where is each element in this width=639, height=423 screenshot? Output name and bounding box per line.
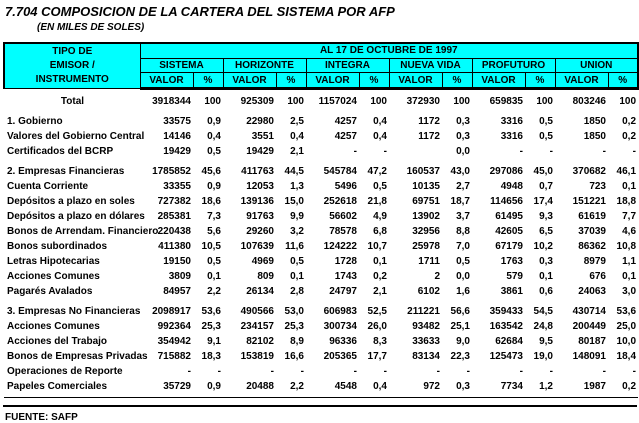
table-row bbox=[4, 144, 638, 159]
cell-pct: 19,0 bbox=[533, 351, 553, 362]
cell-pct: 0,9 bbox=[207, 116, 221, 127]
cell-pct: 26,0 bbox=[367, 321, 387, 332]
cell-valor: - bbox=[436, 366, 440, 377]
cell-pct: 1,2 bbox=[539, 381, 553, 392]
cell-valor: 809 bbox=[257, 271, 274, 282]
cell-pct: 53,6 bbox=[616, 306, 637, 317]
cell-valor: 4257 bbox=[334, 116, 357, 127]
cell-pct: 0,4 bbox=[373, 131, 387, 142]
cell-pct: 0,1 bbox=[622, 271, 637, 282]
table-body bbox=[4, 89, 638, 398]
table-row bbox=[4, 109, 638, 129]
corner-header bbox=[4, 43, 140, 89]
cell-pct: - bbox=[383, 366, 387, 377]
cell-valor: 4548 bbox=[334, 381, 357, 392]
corner-header-line: EMISOR / bbox=[49, 60, 95, 71]
row-label: 2. Empresas Financieras bbox=[7, 166, 125, 177]
cell-valor: 61495 bbox=[495, 211, 523, 222]
cell-pct: 18,6 bbox=[201, 196, 221, 207]
cell-valor: 359433 bbox=[489, 306, 523, 317]
cell-pct: 9,5 bbox=[539, 336, 553, 347]
cell-pct: 0,7 bbox=[539, 181, 553, 192]
cell-pct: 18,3 bbox=[201, 351, 221, 362]
cell-valor: 925309 bbox=[240, 96, 274, 107]
cell-valor: 82102 bbox=[246, 336, 274, 347]
cell-valor: 220438 bbox=[157, 226, 191, 237]
cell-valor: 96336 bbox=[329, 336, 357, 347]
cell-valor: 69751 bbox=[412, 196, 440, 207]
row-label: Depósitos a plazo en soles bbox=[7, 196, 135, 207]
cell-pct: 0,2 bbox=[622, 116, 637, 127]
group-header-integra: INTEGRA bbox=[306, 58, 389, 73]
source-note: FUENTE: SAFP bbox=[5, 412, 78, 423]
cell-pct: 11,6 bbox=[285, 241, 304, 252]
cell-pct: 0,3 bbox=[456, 131, 470, 142]
cell-pct: 9,0 bbox=[456, 336, 470, 347]
cell-pct: - bbox=[383, 146, 387, 157]
pct-subheader: % bbox=[193, 73, 223, 89]
group-header-profuturo: PROFUTURO bbox=[472, 58, 555, 73]
row-label: 3. Empresas No Financieras bbox=[7, 306, 141, 317]
cell-valor: 153819 bbox=[240, 351, 274, 362]
table-row bbox=[4, 254, 638, 269]
cell-valor: 14146 bbox=[163, 131, 191, 142]
cell-pct: - bbox=[549, 366, 553, 377]
cell-pct: 7,3 bbox=[207, 211, 221, 222]
row-label: Pagarés Avalados bbox=[7, 286, 93, 297]
cell-valor: 37039 bbox=[578, 226, 606, 237]
cell-pct: 9,9 bbox=[290, 211, 304, 222]
cell-pct: 0,3 bbox=[456, 381, 470, 392]
cell-valor: 67179 bbox=[495, 241, 523, 252]
cell-pct: 2,2 bbox=[290, 381, 304, 392]
cell-pct: 0,4 bbox=[373, 116, 387, 127]
table-row bbox=[4, 194, 638, 209]
cell-pct: 3,7 bbox=[456, 211, 470, 222]
cell-valor: 300734 bbox=[323, 321, 357, 332]
table-row bbox=[4, 299, 638, 319]
cell-valor: 114656 bbox=[490, 196, 523, 207]
cell-pct: 17,4 bbox=[533, 196, 553, 207]
cell-valor: 24797 bbox=[329, 286, 357, 297]
row-label: Bonos subordinados bbox=[7, 241, 107, 252]
cell-valor: 32956 bbox=[412, 226, 440, 237]
cell-pct: 10,8 bbox=[616, 241, 637, 252]
row-label: Cuenta Corriente bbox=[7, 181, 89, 192]
cell-pct: 3,0 bbox=[622, 286, 637, 297]
cell-valor: 205365 bbox=[323, 351, 357, 362]
cell-valor: 33575 bbox=[163, 116, 191, 127]
cell-valor: 545784 bbox=[323, 166, 357, 177]
cell-valor: 1987 bbox=[583, 381, 606, 392]
cell-pct: 0,4 bbox=[290, 131, 304, 142]
cell-valor: 19150 bbox=[163, 256, 191, 267]
cell-pct: 25,3 bbox=[201, 321, 221, 332]
cell-pct: 56,6 bbox=[450, 306, 470, 317]
cell-valor: 24063 bbox=[578, 286, 606, 297]
cell-valor: 200449 bbox=[572, 321, 606, 332]
table-row bbox=[4, 179, 638, 194]
cell-pct: 17,7 bbox=[367, 351, 387, 362]
cell-valor: - bbox=[519, 146, 523, 157]
cell-pct: 0,2 bbox=[622, 131, 637, 142]
cell-pct: 0,3 bbox=[539, 256, 553, 267]
cell-valor: 490566 bbox=[240, 306, 274, 317]
cell-valor: 91763 bbox=[246, 211, 274, 222]
cell-valor: 285381 bbox=[157, 211, 191, 222]
cell-valor: 715882 bbox=[157, 351, 191, 362]
cell-valor: 411380 bbox=[158, 241, 191, 252]
cell-valor: 1743 bbox=[334, 271, 357, 282]
cell-pct: 47,2 bbox=[367, 166, 387, 177]
row-label: Acciones del Trabajo bbox=[7, 336, 108, 347]
pct-subheader: % bbox=[608, 73, 638, 89]
cell-valor: 56602 bbox=[329, 211, 357, 222]
cell-pct: 7,0 bbox=[456, 241, 470, 252]
row-label: Total bbox=[60, 95, 85, 107]
cell-valor: 1785852 bbox=[152, 166, 191, 177]
cell-valor: - bbox=[602, 146, 606, 157]
cell-valor: 19429 bbox=[246, 146, 274, 157]
cell-pct: 4,6 bbox=[622, 226, 637, 237]
row-label: Acciones Comunes bbox=[7, 271, 100, 282]
cell-pct: 2,7 bbox=[456, 181, 470, 192]
cell-pct: 2,1 bbox=[290, 146, 304, 157]
cell-valor: 3861 bbox=[500, 286, 523, 297]
cell-valor: 20488 bbox=[246, 381, 274, 392]
cell-pct: 0,4 bbox=[373, 381, 387, 392]
cell-pct: 53,6 bbox=[201, 306, 221, 317]
valor-subheader: VALOR bbox=[223, 73, 276, 89]
cell-valor: 125473 bbox=[489, 351, 523, 362]
cell-pct: 0,6 bbox=[539, 286, 553, 297]
afp-portfolio-table bbox=[3, 42, 639, 398]
cell-valor: 1850 bbox=[583, 116, 606, 127]
table-header bbox=[4, 43, 638, 89]
cell-pct: 5,6 bbox=[207, 226, 221, 237]
cell-pct: 44,5 bbox=[284, 166, 304, 177]
table-row bbox=[4, 239, 638, 254]
cell-pct: 100 bbox=[287, 96, 304, 107]
row-label: Bonos de Arrendam. Financiero bbox=[7, 226, 159, 237]
cell-valor: 992364 bbox=[157, 321, 191, 332]
cell-valor: 22980 bbox=[246, 116, 274, 127]
cell-valor: 1172 bbox=[418, 116, 440, 127]
cell-pct: 9,3 bbox=[539, 211, 553, 222]
cell-valor: 972 bbox=[423, 381, 440, 392]
cell-pct: 53,0 bbox=[284, 306, 304, 317]
row-label: Papeles Comerciales bbox=[7, 381, 108, 392]
cell-valor: 86362 bbox=[578, 241, 606, 252]
cell-pct: 8,9 bbox=[290, 336, 304, 347]
cell-valor: 1763 bbox=[500, 256, 523, 267]
cell-valor: 25978 bbox=[412, 241, 440, 252]
cell-pct: 24,8 bbox=[533, 321, 553, 332]
cell-valor: 62684 bbox=[495, 336, 523, 347]
group-header-sistema: SISTEMA bbox=[140, 58, 223, 73]
cell-pct: 0,0 bbox=[456, 271, 470, 282]
cell-pct: 9,1 bbox=[207, 336, 221, 347]
page-title: 7.704 COMPOSICION DE LA CARTERA DEL SISTEMA POR AFP bbox=[5, 4, 395, 19]
row-label: 1. Gobierno bbox=[7, 116, 63, 127]
cell-valor: 7734 bbox=[500, 381, 523, 392]
cell-valor: 579 bbox=[506, 271, 523, 282]
cell-pct: 1,3 bbox=[290, 181, 304, 192]
cell-valor bbox=[389, 144, 442, 159]
cell-pct: 10,7 bbox=[367, 241, 387, 252]
cell-pct: 52,5 bbox=[367, 306, 387, 317]
cell-pct: 0,1 bbox=[622, 181, 637, 192]
cell-valor: 354942 bbox=[157, 336, 191, 347]
cell-pct: 1,1 bbox=[622, 256, 637, 267]
cell-pct: 100 bbox=[204, 96, 221, 107]
group-header-union: UNION bbox=[555, 58, 638, 73]
table-row bbox=[4, 379, 638, 398]
cell-pct: 0,1 bbox=[290, 271, 304, 282]
cell-valor: - bbox=[353, 366, 357, 377]
cell-pct: 3,2 bbox=[290, 226, 304, 237]
cell-valor: 252618 bbox=[323, 196, 357, 207]
cell-valor: 606983 bbox=[323, 306, 357, 317]
cell-valor: 8979 bbox=[583, 256, 606, 267]
cell-valor: 234157 bbox=[240, 321, 274, 332]
pct-subheader: % bbox=[276, 73, 306, 89]
cell-valor: 4948 bbox=[500, 181, 523, 192]
cell-valor: - bbox=[353, 146, 357, 157]
cell-pct: 7,7 bbox=[622, 211, 637, 222]
cell-pct: 45,6 bbox=[201, 166, 221, 177]
cell-pct: 46,1 bbox=[616, 166, 637, 177]
cell-valor: - bbox=[519, 366, 523, 377]
cell-valor: - bbox=[270, 366, 274, 377]
corner-header-line: INSTRUMENTO bbox=[35, 74, 109, 85]
cell-pct: 0,5 bbox=[539, 116, 553, 127]
cell-valor: 13902 bbox=[412, 211, 440, 222]
cell-valor: 1157024 bbox=[318, 96, 357, 107]
cell-valor: 124222 bbox=[323, 241, 357, 252]
cell-valor: 803246 bbox=[572, 96, 606, 107]
cell-pct: - bbox=[217, 366, 221, 377]
cell-valor: 3809 bbox=[168, 271, 191, 282]
table-row bbox=[4, 129, 638, 144]
cell-valor: 84957 bbox=[163, 286, 191, 297]
cell-valor: 139136 bbox=[240, 196, 274, 207]
cell-pct: 6,8 bbox=[373, 226, 387, 237]
cell-pct: 0,5 bbox=[207, 256, 221, 267]
cell-valor: 723 bbox=[589, 181, 606, 192]
cell-valor: 4257 bbox=[334, 131, 357, 142]
cell-valor: 659835 bbox=[489, 96, 523, 107]
cell-valor: 78578 bbox=[329, 226, 357, 237]
cell-pct: 18,8 bbox=[616, 196, 637, 207]
cell-valor: 411763 bbox=[241, 166, 274, 177]
cell-valor: 4969 bbox=[251, 256, 274, 267]
cell-pct: 0,5 bbox=[290, 256, 304, 267]
cell-valor: 12053 bbox=[246, 181, 274, 192]
cell-valor: 107639 bbox=[240, 241, 274, 252]
cell-pct: 0,9 bbox=[207, 381, 221, 392]
page-subtitle: (EN MILES DE SOLES) bbox=[37, 22, 145, 33]
cell-valor: 163542 bbox=[489, 321, 523, 332]
cell-pct: - bbox=[632, 366, 637, 377]
cell-pct: 0,2 bbox=[373, 271, 387, 282]
cell-valor: 160537 bbox=[406, 166, 440, 177]
cell-pct: 16,6 bbox=[284, 351, 304, 362]
pct-subheader: % bbox=[442, 73, 472, 89]
row-label: Operaciones de Reporte bbox=[7, 366, 123, 377]
cell-valor: 6102 bbox=[417, 286, 440, 297]
cell-valor: 211221 bbox=[407, 306, 440, 317]
table-row bbox=[4, 364, 638, 379]
cell-pct: 25,1 bbox=[450, 321, 470, 332]
table-row bbox=[4, 319, 638, 334]
cell-valor: 26134 bbox=[246, 286, 274, 297]
pct-subheader: % bbox=[525, 73, 555, 89]
cell-pct: 0,5 bbox=[539, 131, 553, 142]
cell-valor: 3316 bbox=[500, 131, 523, 142]
cell-pct: 100 bbox=[370, 96, 387, 107]
cell-valor: 297086 bbox=[489, 166, 523, 177]
cell-pct: 0,1 bbox=[207, 271, 221, 282]
cell-valor: 372930 bbox=[406, 96, 440, 107]
row-label: Depósitos a plazo en dólares bbox=[7, 211, 145, 222]
cell-valor: 2 bbox=[434, 271, 440, 282]
cell-valor: 33355 bbox=[163, 181, 191, 192]
cell-valor: - bbox=[602, 366, 606, 377]
cell-valor: 10135 bbox=[412, 181, 440, 192]
cell-pct: 6,5 bbox=[539, 226, 553, 237]
table-row bbox=[4, 89, 638, 110]
cell-pct: 10,2 bbox=[533, 241, 553, 252]
cell-pct: 2,5 bbox=[290, 116, 304, 127]
cell-pct: - bbox=[632, 146, 637, 157]
cell-pct: 18,7 bbox=[450, 196, 470, 207]
cell-valor: 1172 bbox=[418, 131, 440, 142]
cell-pct: - bbox=[466, 366, 470, 377]
cell-valor: 19429 bbox=[163, 146, 191, 157]
cell-pct: 2,2 bbox=[207, 286, 221, 297]
cell-valor: 3316 bbox=[500, 116, 523, 127]
cell-pct: 100 bbox=[453, 96, 470, 107]
table-row bbox=[4, 209, 638, 224]
corner-header-line: TIPO DE bbox=[52, 46, 93, 57]
cell-valor: 676 bbox=[589, 271, 606, 282]
cell-valor: 151221 bbox=[572, 196, 606, 207]
cell-valor: 93482 bbox=[412, 321, 440, 332]
cell-pct: 2,1 bbox=[373, 286, 387, 297]
cell-pct: 0,5 bbox=[456, 256, 470, 267]
row-label: Certificados del BCRP bbox=[7, 146, 114, 157]
cell-pct: 1,6 bbox=[456, 286, 470, 297]
cell-valor: 42605 bbox=[495, 226, 523, 237]
cell-valor: - bbox=[187, 366, 191, 377]
cell-pct: 0,1 bbox=[373, 256, 387, 267]
pct-subheader: % bbox=[359, 73, 389, 89]
table-row bbox=[4, 224, 638, 239]
cell-valor: 370682 bbox=[572, 166, 606, 177]
valor-subheader: VALOR bbox=[306, 73, 359, 89]
cell-pct: 10,0 bbox=[616, 336, 637, 347]
cell-pct: 21,8 bbox=[367, 196, 387, 207]
cell-valor: 727382 bbox=[157, 196, 191, 207]
cell-pct: 0,5 bbox=[207, 146, 221, 157]
cell-pct: 18,4 bbox=[616, 351, 637, 362]
cell-valor: 1711 bbox=[418, 256, 440, 267]
cell-valor: 83134 bbox=[412, 351, 440, 362]
cell-pct: 0,1 bbox=[539, 271, 553, 282]
row-label: Letras Hipotecarias bbox=[7, 256, 100, 267]
cell-pct: 25,0 bbox=[616, 321, 637, 332]
cell-pct: 100 bbox=[619, 96, 637, 107]
cell-pct: 0,0 bbox=[456, 146, 470, 157]
group-header-nueva-vida: NUEVA VIDA bbox=[389, 58, 472, 73]
date-header: AL 17 DE OCTUBRE DE 1997 bbox=[140, 43, 638, 58]
cell-valor: 80187 bbox=[578, 336, 606, 347]
cell-pct: 54,5 bbox=[533, 306, 553, 317]
cell-pct: 43,0 bbox=[450, 166, 470, 177]
cell-pct: 15,0 bbox=[284, 196, 304, 207]
cell-valor: 2098917 bbox=[152, 306, 191, 317]
cell-valor: 3918344 bbox=[152, 96, 191, 107]
cell-pct: 0,5 bbox=[373, 181, 387, 192]
table-row bbox=[4, 159, 638, 179]
valor-subheader: VALOR bbox=[389, 73, 442, 89]
cell-pct: 100 bbox=[536, 96, 553, 107]
cell-pct: 45,0 bbox=[533, 166, 553, 177]
cell-pct: 8,3 bbox=[373, 336, 387, 347]
row-label: Valores del Gobierno Central bbox=[7, 131, 145, 142]
table-row bbox=[4, 269, 638, 284]
cell-valor: 1850 bbox=[583, 131, 606, 142]
cell-valor: 35729 bbox=[163, 381, 191, 392]
cell-pct: 25,3 bbox=[284, 321, 304, 332]
cell-pct: 0,3 bbox=[456, 116, 470, 127]
cell-pct: 8,8 bbox=[456, 226, 470, 237]
cell-valor: 61619 bbox=[578, 211, 606, 222]
cell-valor: 3551 bbox=[251, 131, 274, 142]
group-header-horizonte: HORIZONTE bbox=[223, 58, 306, 73]
row-label: Acciones Comunes bbox=[7, 321, 100, 332]
cell-pct: 2,8 bbox=[290, 286, 304, 297]
cell-pct: - bbox=[300, 366, 304, 377]
cell-valor: 5496 bbox=[334, 181, 357, 192]
table-row bbox=[4, 334, 638, 349]
cell-valor: 430714 bbox=[572, 306, 606, 317]
table-row bbox=[4, 284, 638, 299]
cell-pct: 0,9 bbox=[207, 181, 221, 192]
cell-pct: - bbox=[549, 146, 553, 157]
row-label: Bonos de Empresas Privadas bbox=[7, 351, 148, 362]
valor-subheader: VALOR bbox=[472, 73, 525, 89]
table-row bbox=[4, 349, 638, 364]
cell-pct: 22,3 bbox=[450, 351, 470, 362]
cell-valor: 1728 bbox=[334, 256, 357, 267]
cell-pct: 4,9 bbox=[373, 211, 387, 222]
cell-pct: 0,2 bbox=[622, 381, 637, 392]
cell-pct: 10,5 bbox=[201, 241, 221, 252]
valor-subheader: VALOR bbox=[555, 73, 608, 89]
cell-valor: 33633 bbox=[412, 336, 440, 347]
cell-valor: 148091 bbox=[572, 351, 606, 362]
cell-valor: 29260 bbox=[246, 226, 274, 237]
cell-pct: 0,4 bbox=[207, 131, 221, 142]
valor-subheader: VALOR bbox=[140, 73, 193, 89]
